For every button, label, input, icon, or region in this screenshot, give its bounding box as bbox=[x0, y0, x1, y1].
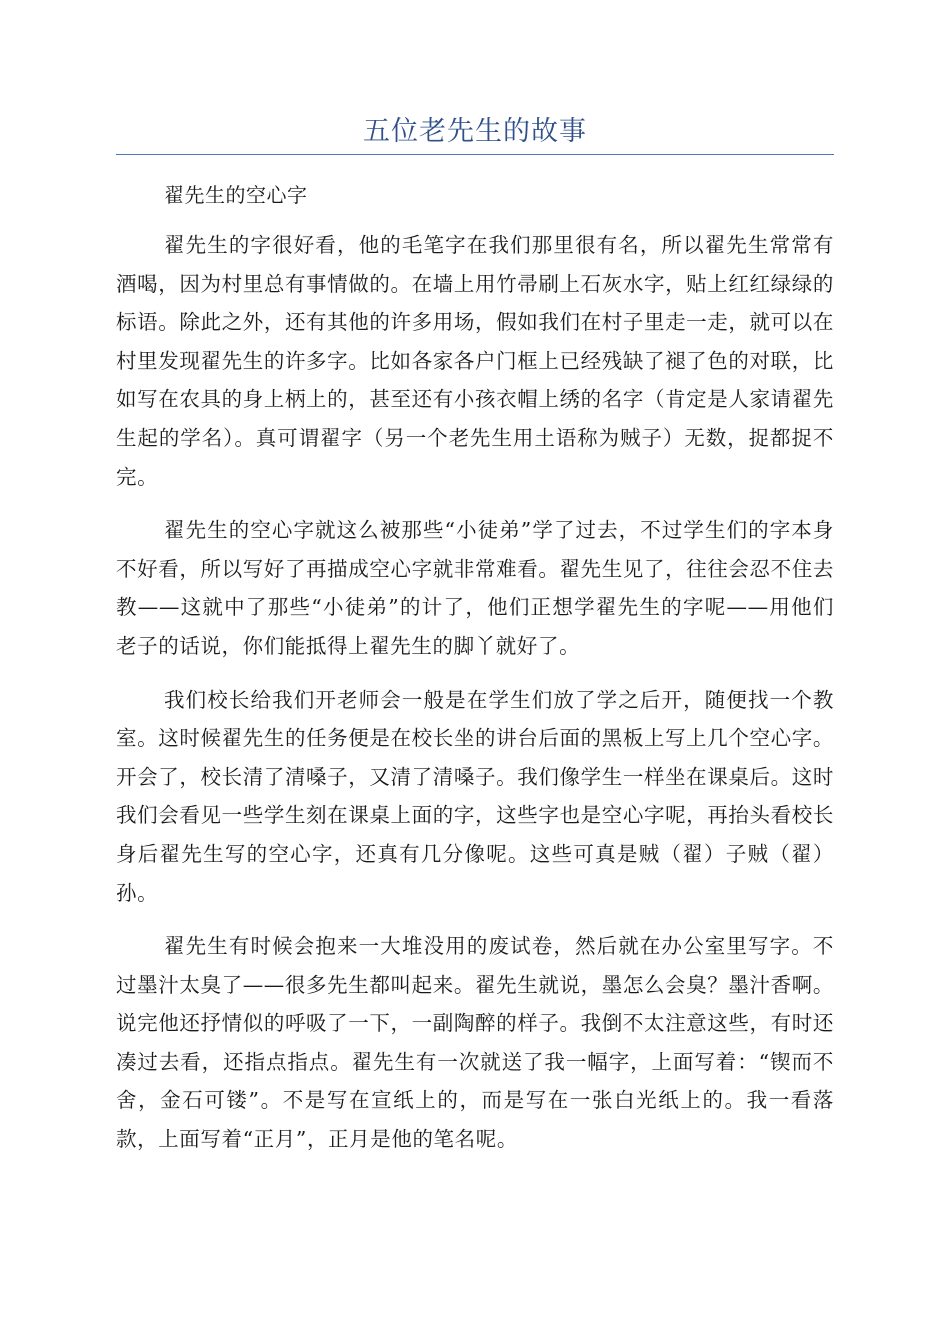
section-heading: 翟先生的空心字 bbox=[164, 183, 308, 207]
paragraph-2: 翟先生的空心字就这么被那些“小徒弟”学了过去，不过学生们的字本身不好看，所以写好了再描成空心字就非常难看。翟先生见了，往往会忍不住去教——这就中了那些“小徒弟”的计了，他们正想学翟先生的字呢——用他们老子的话说，你们能抵得上翟先生的脚丫就好了。 bbox=[116, 518, 834, 658]
title-underline-divider bbox=[116, 154, 834, 155]
paragraph-3: 我们校长给我们开老师会一般是在学生们放了学之后开，随便找一个教室。这时候翟先生的任务便是在校长坐的讲台后面的黑板上写上几个空心字。开会了，校长清了清嗓子，又清了清嗓子。我们像学生一样坐在课桌后。这时我们会看见一些学生刻在课桌上面的字，这些字也是空心字呢，再抬头看校长身后翟先生写的空心字，还真有几分像呢。这些可真是贼（翟）子贼（翟）孙。 bbox=[116, 687, 834, 905]
document-title: 五位老先生的故事 bbox=[363, 116, 587, 147]
body-text bbox=[116, 226, 834, 1174]
paragraph-4: 翟先生有时候会抱来一大堆没用的废试卷，然后就在办公室里写字。不过墨汁太臭了——很多先生都叫起来。翟先生就说，墨怎么会臭？墨汁香啊。说完他还抒情似的呼吸了一下，一副陶醉的样子。我倒不太注意这些，有时还凑过去看，还指点指点。翟先生有一次就送了我一幅字，上面写着：“锲而不舍，金石可镂”。不是写在宣纸上的，而是写在一张白光纸上的。我一看落款，上面写着“正月”，正月是他的笔名呢。 bbox=[116, 934, 834, 1152]
paragraph-1: 翟先生的字很好看，他的毛笔字在我们那里很有名，所以翟先生常常有酒喝，因为村里总有事情做的。在墙上用竹帚刷上石灰水字，贴上红红绿绿的标语。除此之外，还有其他的许多用场，假如我们在村子里走一走，就可以在村里发现翟先生的许多字。比如各家各户门框上已经残缺了褪了色的对联，比如写在农具的身上柄上的，甚至还有小孩衣帽上绣的名字（肯定是人家请翟先生起的学名）。真可谓翟字（另一个老先生用土语称为贼子）无数，捉都捉不完。 bbox=[116, 233, 834, 489]
